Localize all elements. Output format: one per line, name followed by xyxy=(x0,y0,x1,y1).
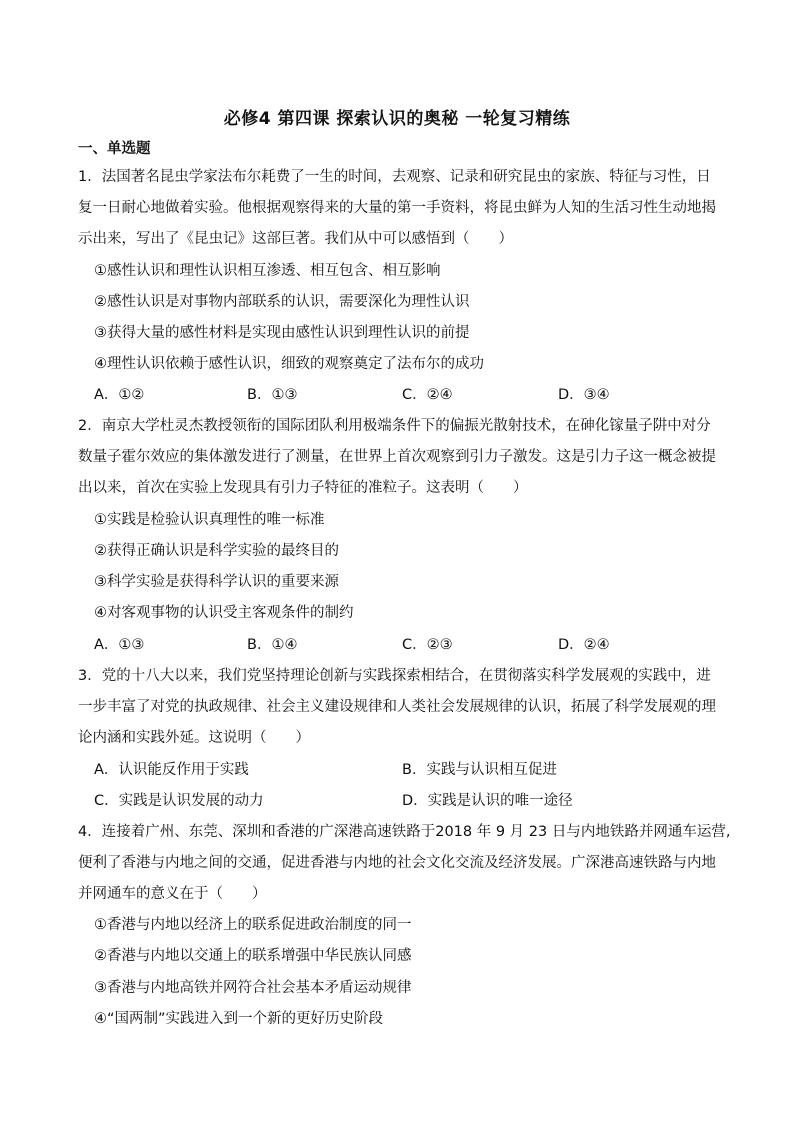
option-d: D．②④ xyxy=(558,637,610,653)
question-text-line: 复一日耐心地做着实验。他根据观察得来的大量的第一手资料，将昆虫鲜为人知的生活习性生动地揭 xyxy=(78,200,716,216)
statement: ①实践是检验认识真理性的唯一标准 xyxy=(94,512,325,528)
statement: ③科学实验是获得科学认识的重要来源 xyxy=(94,574,339,590)
option-b: B．①④ xyxy=(247,637,298,653)
option-a: A．认识能反作用于实践 xyxy=(94,762,249,778)
question-text-line: 数量子霍尔效应的集体激发进行了测量，在世界上首次观察到引力子激发。这是引力子这一概念被提 xyxy=(78,449,716,465)
section-heading: 一、单选题 xyxy=(78,141,151,157)
question-text-line: 并网通车的意义在于（ ） xyxy=(78,886,267,902)
option-b: B．实践与认识相互促进 xyxy=(402,762,557,778)
statement: ④对客观事物的认识受主客观条件的制约 xyxy=(94,605,354,621)
question-text-line: 4．连接着广州、东莞、深圳和香港的广深港高速铁路于2018 年 9 月 23 日与内地铁路并网通车运营, xyxy=(78,824,731,840)
question-text-line: 便利了香港与内地之间的交通，促进香港与内地的社会文化交流及经济发展。广深港高速铁路与内地 xyxy=(78,855,716,871)
statement: ④理性认识依赖于感性认识，细致的观察奠定了法布尔的成功 xyxy=(94,356,484,372)
question-text-line: 一步丰富了对党的执政规律、社会主义建设规律和人类社会发展规律的认识，拓展了科学发展观的理 xyxy=(78,699,716,715)
option-a: A．①③ xyxy=(94,637,145,653)
option-d: D．③④ xyxy=(558,387,610,403)
page-title: 必修4 第四课 探索认识的奥秘 一轮复习精练 xyxy=(223,109,571,129)
statement: ④“国两制”实践进入到一个新的更好历史阶段 xyxy=(94,1011,384,1027)
statement: ②香港与内地以交通上的联系增强中华民族认同感 xyxy=(94,948,412,964)
option-d: D．实践是认识的唯一途径 xyxy=(402,793,573,809)
question-text-line: 1．法国著名昆虫学家法布尔耗费了一生的时间，去观察、记录和研究昆虫的家族、特征与习性，日 xyxy=(78,169,711,185)
statement: ③获得大量的感性材料是实现由感性认识到理性认识的前提 xyxy=(94,325,470,341)
statement: ①香港与内地以经济上的联系促进政治制度的同一 xyxy=(94,917,412,933)
question-text-line: 出以来，首次在实验上发现具有引力子特征的准粒子。这表明（ ） xyxy=(78,480,528,496)
statement: ②感性认识是对事物内部联系的认识，需要深化为理性认识 xyxy=(94,294,470,310)
option-a: A．①② xyxy=(94,387,145,403)
option-c: C．②④ xyxy=(402,387,453,403)
statement: ②获得正确认识是科学实验的最终目的 xyxy=(94,543,339,559)
statement: ①感性认识和理性认识相互渗透、相互包含、相互影响 xyxy=(94,263,441,279)
question-text-line: 2．南京大学杜灵杰教授领衔的国际团队利用极端条件下的偏振光散射技术，在砷化镓量子阱中对分 xyxy=(78,418,711,434)
option-c: C．②③ xyxy=(402,637,453,653)
question-text-line: 论内涵和实践外延。这说明（ ） xyxy=(78,730,310,746)
question-text-line: 示出来，写出了《昆虫记》这部巨著。我们从中可以感悟到（ ） xyxy=(78,231,513,247)
question-text-line: 3．党的十八大以来，我们党坚持理论创新与实践探索相结合，在贯彻落实科学发展观的实践中，进 xyxy=(78,668,711,684)
option-c: C．实践是认识发展的动力 xyxy=(94,793,264,809)
option-b: B．①③ xyxy=(247,387,298,403)
statement: ③香港与内地高铁并网符合社会基本矛盾运动规律 xyxy=(94,980,412,996)
